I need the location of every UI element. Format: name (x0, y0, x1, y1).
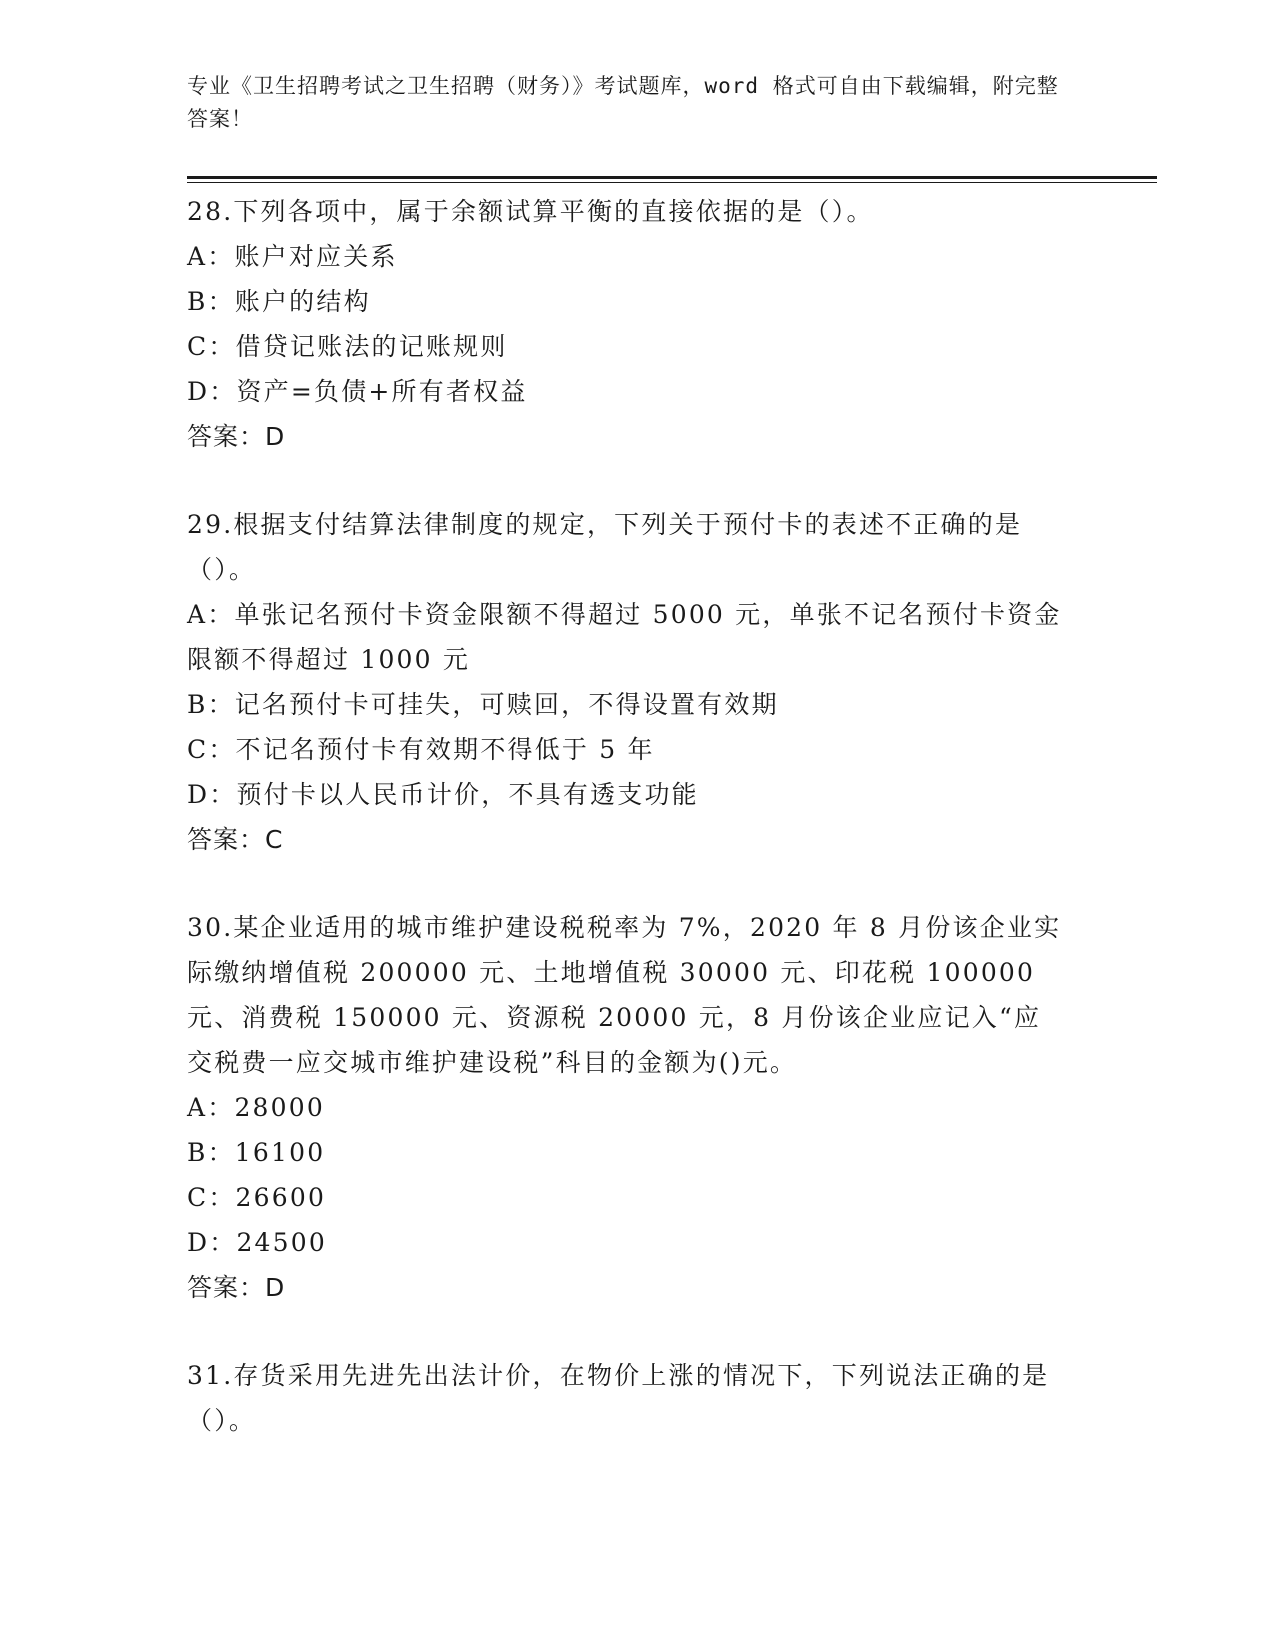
document-page (187, 70, 1157, 1443)
question-28 (187, 189, 1067, 459)
divider-thick-line (187, 176, 1157, 179)
question-29 (187, 502, 1067, 862)
option-b: B：16100 (187, 1138, 326, 1167)
option-c: C：26600 (187, 1183, 327, 1212)
option-d: D：资产=负债+所有者权益 (187, 377, 528, 406)
option-b: B：账户的结构 (187, 287, 371, 316)
option-d: D：预付卡以人民币计价，不具有透支功能 (187, 780, 699, 809)
option-d: D：24500 (187, 1228, 327, 1257)
question-stem: 31.存货采用先进先出法计价，在物价上涨的情况下，下列说法正确的是（）。 (187, 1361, 1050, 1435)
option-c: C：不记名预付卡有效期不得低于 5 年 (187, 735, 655, 764)
option-a: A：单张记名预付卡资金限额不得超过 5000 元，单张不记名预付卡资金限额不得超过 1000 元 (187, 600, 1062, 674)
document-header: 专业《卫生招聘考试之卫生招聘（财务）》考试题库，word 格式可自由下载编辑，附完整答案！ (187, 74, 1059, 131)
option-b: B：记名预付卡可挂失，可赎回，不得设置有效期 (187, 690, 779, 719)
answer-line: 答案：D (187, 422, 286, 451)
question-stem: 30.某企业适用的城市维护建设税税率为 7%，2020 年 8 月份该企业实际缴纳增值税 200000 元、土地增值税 30000 元、印花税 100000 元、消费税 150000 元、资源税 20000 元，8 月份该企业应记入“应交税费一应交城市维护建设税”科目的金额为()元。 (187, 913, 1062, 1077)
header-divider (187, 176, 1157, 183)
question-stem: 29.根据支付结算法律制度的规定，下列关于预付卡的表述不正确的是（）。 (187, 510, 1023, 584)
divider-thin-line (187, 182, 1157, 183)
answer-line: 答案：C (187, 825, 284, 854)
question-30 (187, 905, 1067, 1310)
option-a: A：账户对应关系 (187, 242, 398, 271)
option-c: C：借贷记账法的记账规则 (187, 332, 508, 361)
option-a: A：28000 (187, 1093, 325, 1122)
answer-line: 答案：D (187, 1273, 286, 1302)
question-31 (187, 1353, 1067, 1443)
question-stem: 28.下列各项中，属于余额试算平衡的直接依据的是（）。 (187, 197, 874, 226)
